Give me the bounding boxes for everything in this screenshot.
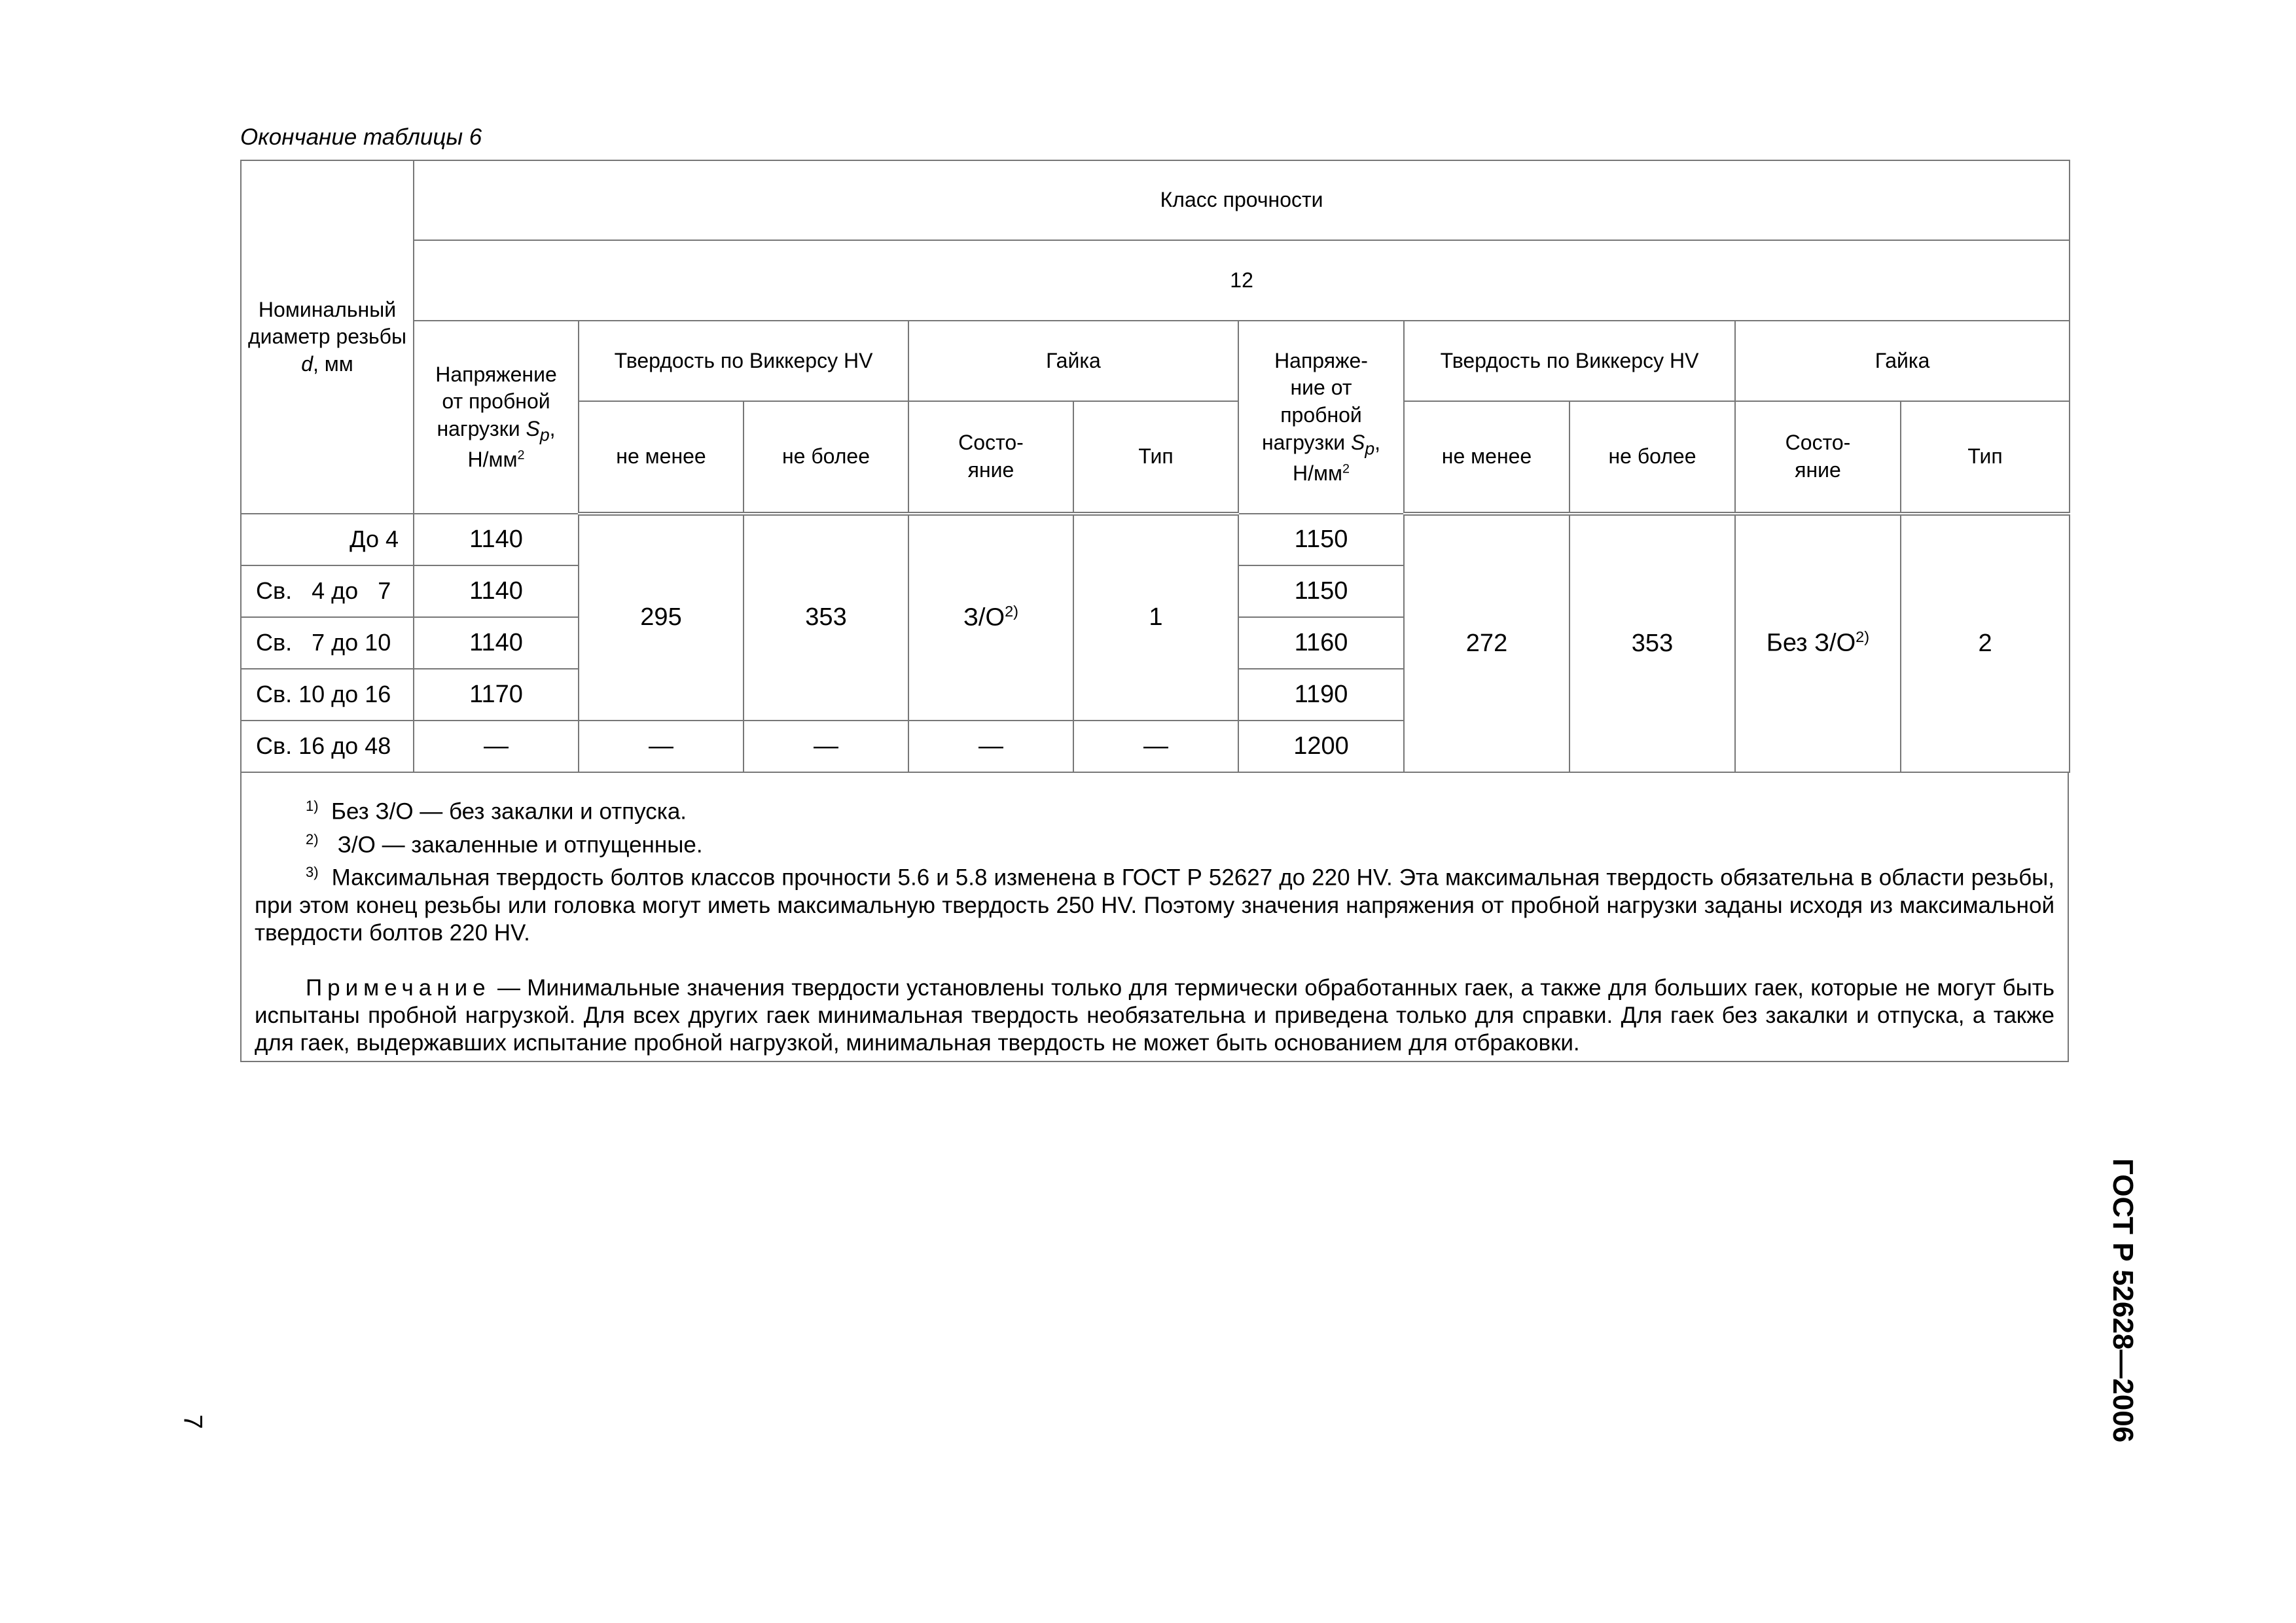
stress-a-unit: Н/мм	[467, 447, 518, 471]
state-a-value: З/О	[963, 603, 1005, 632]
note-text: — Минимальные значения твердости установлены только для термически обработанных гаек, а также для больших гаек, которые не могут быть испытаны пробной нагрузкой. Для всех других гаек минимальная твердость необязательна и приведена только для справки. Для гаек без закалки и отпуска, а также для гаек, выдержавших испытание пробной нагрузкой, минимальная твердость не может быть основанием для отбраковки.	[255, 974, 2054, 1056]
cell-stress-a: 1140	[414, 565, 579, 617]
footnote-3	[255, 859, 2054, 947]
cell-stress-a: —	[414, 721, 579, 772]
state-a-footnote: 2)	[1005, 602, 1018, 620]
header-max-b: не более	[1570, 401, 1735, 514]
state-b-line2: яние	[1795, 458, 1841, 482]
header-type-b: Тип	[1901, 401, 2070, 514]
header-state-a	[908, 401, 1073, 514]
cell-type-a: 1	[1073, 514, 1238, 721]
stress-b-line1: Напряже-	[1274, 348, 1368, 372]
cell-dash: —	[744, 721, 908, 772]
footnote-2-mark: 2)	[306, 830, 319, 847]
row-label: Св. 4 до 7	[241, 565, 414, 617]
strength-table	[240, 160, 2070, 773]
cell-stress-b: 1150	[1238, 565, 1404, 617]
stress-b-var: S	[1350, 430, 1365, 454]
header-diameter-text: Номинальный диаметр резьбы	[248, 297, 406, 349]
row-label: Св. 7 до 10	[241, 617, 414, 669]
document-code: ГОСТ Р 52628—2006	[2107, 1158, 2139, 1443]
footnote-1-mark: 1)	[306, 798, 319, 814]
footnote-2-text: З/О — закаленные и отпущенные.	[337, 832, 703, 858]
table-notes	[240, 773, 2069, 1062]
stress-a-line2: от пробной	[442, 389, 550, 414]
stress-b-unit: Н/мм	[1292, 461, 1342, 485]
stress-a-unit-sup: 2	[517, 448, 525, 463]
header-stress-b: Напряже- ние от пробной нагрузки $S_p$, $Н/мм^2$	[1238, 321, 1404, 514]
cell-dash: —	[908, 721, 1073, 772]
cell-type-b: 2	[1901, 514, 2070, 772]
stress-b-line3: пробной	[1280, 402, 1362, 427]
header-type-a: Тип	[1073, 401, 1238, 514]
header-min-b: не менее	[1404, 401, 1570, 514]
cell-hv-min-a: 295	[579, 514, 744, 721]
header-diameter-unit: , мм	[313, 351, 353, 376]
header-diameter	[241, 160, 414, 514]
note-label: Примечание	[306, 974, 491, 1001]
table-frame	[240, 160, 2069, 1062]
cell-dash: —	[1073, 721, 1238, 772]
row-label: До 4	[241, 514, 414, 565]
row-label: Св. 16 до 48	[241, 721, 414, 772]
cell-stress-a: 1140	[414, 514, 579, 565]
cell-state-b	[1735, 514, 1901, 772]
footnote-2	[255, 826, 2054, 859]
stress-a-sub: p	[539, 425, 550, 445]
header-strength-class: Класс прочности	[414, 160, 2070, 240]
stress-a-var: S	[526, 416, 540, 440]
header-stress-a: Напряжение от пробной нагрузки $S_p$, $Н/мм^2$	[414, 321, 579, 514]
footnote-3-mark: 3)	[306, 864, 319, 881]
stress-a-line3: нагрузки	[437, 416, 520, 440]
header-hardness-b: Твердость по Виккерсу HV	[1404, 321, 1735, 401]
state-b-footnote: 2)	[1856, 628, 1870, 646]
table-row	[241, 514, 2070, 565]
table-caption: Окончание таблицы 6	[240, 124, 482, 150]
state-a-line1: Состо-	[958, 431, 1024, 455]
header-hardness-a: Твердость по Виккерсу HV	[579, 321, 908, 401]
header-nut-b: Гайка	[1735, 321, 2070, 401]
page-number: 7	[178, 1414, 207, 1429]
footnote-1	[255, 793, 2054, 826]
cell-hv-max-a: 353	[744, 514, 908, 721]
cell-dash: —	[579, 721, 744, 772]
header-state-b	[1735, 401, 1901, 514]
state-a-line2: яние	[967, 458, 1014, 482]
cell-hv-min-b: 272	[1404, 514, 1570, 772]
stress-b-line4: нагрузки	[1261, 430, 1346, 454]
stress-a-line1: Напряжение	[435, 362, 557, 386]
cell-stress-a: 1170	[414, 669, 579, 721]
stress-b-line2: ние от	[1290, 376, 1352, 400]
state-b-line1: Состо-	[1785, 431, 1851, 455]
header-max-a: не более	[744, 401, 908, 514]
cell-stress-b: 1150	[1238, 514, 1404, 565]
table-note	[255, 974, 2054, 1057]
row-label: Св. 10 до 16	[241, 669, 414, 721]
cell-stress-b: 1200	[1238, 721, 1404, 772]
cell-stress-b: 1160	[1238, 617, 1404, 669]
header-class-value: 12	[414, 240, 2070, 321]
header-min-a: не менее	[579, 401, 744, 514]
cell-hv-max-b: 353	[1570, 514, 1735, 772]
header-diameter-var: d	[301, 351, 313, 376]
stress-b-unit-sup: 2	[1342, 461, 1350, 476]
cell-stress-b: 1190	[1238, 669, 1404, 721]
footnote-3-text: Максимальная твердость болтов классов прочности 5.6 и 5.8 изменена в ГОСТ Р 52627 до 220 HV. Эта максимальная твердость обязательна в области резьбы, при этом конец резьбы или головка могут иметь максимальную твердость 250 HV. Поэтому значения напряжения от пробной нагрузки заданы исходя из максимальной твердости болтов 220 HV.	[255, 865, 2054, 946]
footnote-1-text: Без З/О — без закалки и отпуска.	[331, 798, 687, 825]
stress-b-sub: p	[1365, 438, 1375, 458]
state-b-value: Без З/О	[1766, 630, 1856, 658]
cell-stress-a: 1140	[414, 617, 579, 669]
cell-state-a	[908, 514, 1073, 721]
header-nut-a: Гайка	[908, 321, 1238, 401]
